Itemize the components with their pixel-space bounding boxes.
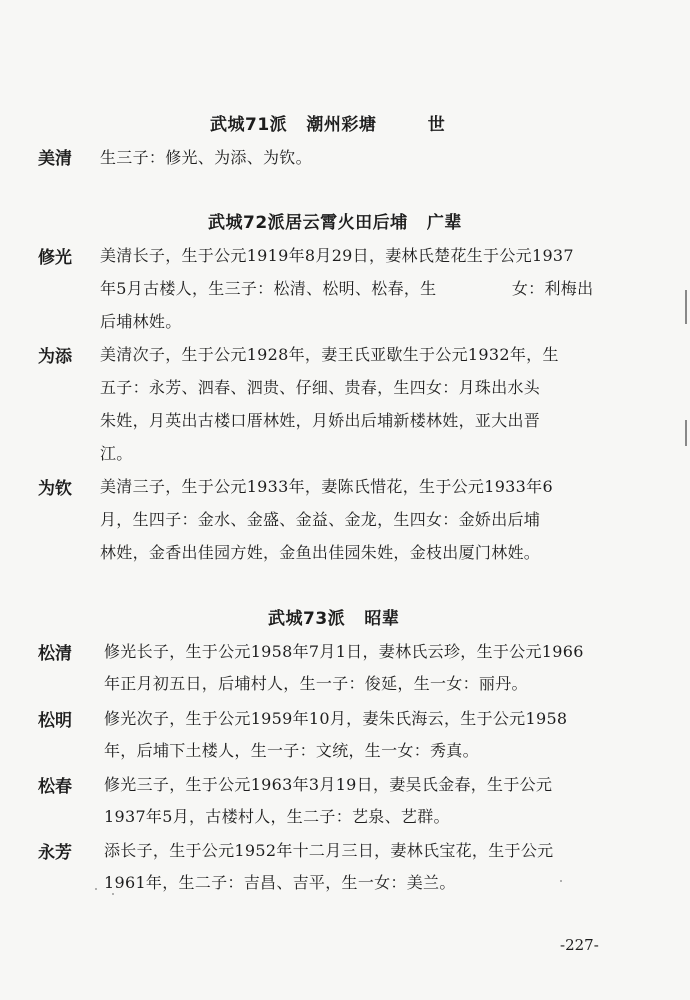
entry-line: 朱姓，月英出古楼口厝林姓，月娇出后埔新楼林姓，亚大出晋 bbox=[100, 411, 541, 430]
scan-speck bbox=[95, 888, 97, 890]
entry-line: 江。 bbox=[100, 444, 133, 463]
entry-line: 年，后埔下土楼人，生一子：文统，生一女：秀真。 bbox=[104, 741, 479, 760]
entry-line: 生三子：修光、为添、为钦。 bbox=[100, 148, 312, 167]
entry-line: 年正月初五日，后埔村人，生一子：俊延，生一女：丽丹。 bbox=[104, 674, 528, 693]
scan-speck bbox=[112, 893, 114, 895]
entry-name-meiqing: 美清 bbox=[38, 149, 72, 169]
entry-line: 年5月古楼人，生三子：松清、松明、松春，生 女：利梅出 bbox=[100, 279, 594, 298]
page-number: -227- bbox=[560, 936, 599, 954]
entry-name-weiqin: 为钦 bbox=[38, 479, 72, 499]
entry-line: 美清次子，生于公元1928年，妻王氏亚歇生于公元1932年，生 bbox=[100, 345, 559, 364]
entry-name-yongfang: 永芳 bbox=[38, 843, 72, 863]
scan-speck bbox=[560, 880, 562, 882]
entry-line: 修光三子，生于公元1963年3月19日，妻吴氏金春，生于公元 bbox=[104, 775, 553, 794]
entry-name-songqing: 松清 bbox=[38, 644, 72, 664]
entry-line: 添长子，生于公元1952年十二月三日，妻林氏宝花，生于公元 bbox=[104, 841, 554, 860]
entry-name-songchun: 松春 bbox=[38, 777, 72, 797]
entry-line: 五子：永芳、泗春、泗贵、仔细、贵春，生四女：月珠出水头 bbox=[100, 378, 541, 397]
section-heading-72: 武城72派居云霄火田后埔 广辈 bbox=[208, 213, 462, 233]
entry-line: 修光长子，生于公元1958年7月1日，妻林氏云珍，生于公元1966 bbox=[104, 642, 584, 661]
entry-name-xiuguang: 修光 bbox=[38, 248, 72, 268]
entry-line: 月，生四子：金水、金盛、金益、金龙，生四女：金娇出后埔 bbox=[100, 510, 541, 529]
entry-line: 1961年，生二子：吉昌、吉平，生一女：美兰。 bbox=[104, 873, 456, 892]
entry-line: 修光次子，生于公元1959年10月，妻朱氏海云，生于公元1958 bbox=[104, 709, 568, 728]
entry-name-weitian: 为添 bbox=[38, 347, 72, 367]
entry-line: 1937年5月，古楼村人，生二子：艺泉、艺群。 bbox=[104, 807, 450, 826]
entry-name-songming: 松明 bbox=[38, 711, 72, 731]
section-heading-71: 武城71派 潮州彩塘 世 bbox=[210, 115, 446, 135]
scan-edge-mark bbox=[685, 420, 687, 446]
entry-line: 美清三子，生于公元1933年，妻陈氏惜花，生于公元1933年6 bbox=[100, 477, 553, 496]
entry-line: 后埔林姓。 bbox=[100, 312, 182, 331]
entry-line: 美清长子，生于公元1919年8月29日，妻林氏楚花生于公元1937 bbox=[100, 246, 574, 265]
section-heading-73: 武城73派 昭辈 bbox=[268, 609, 400, 629]
entry-line: 林姓，金香出佳园方姓，金鱼出佳园朱姓，金枝出厦门林姓。 bbox=[100, 543, 541, 562]
scan-edge-mark bbox=[685, 290, 687, 324]
